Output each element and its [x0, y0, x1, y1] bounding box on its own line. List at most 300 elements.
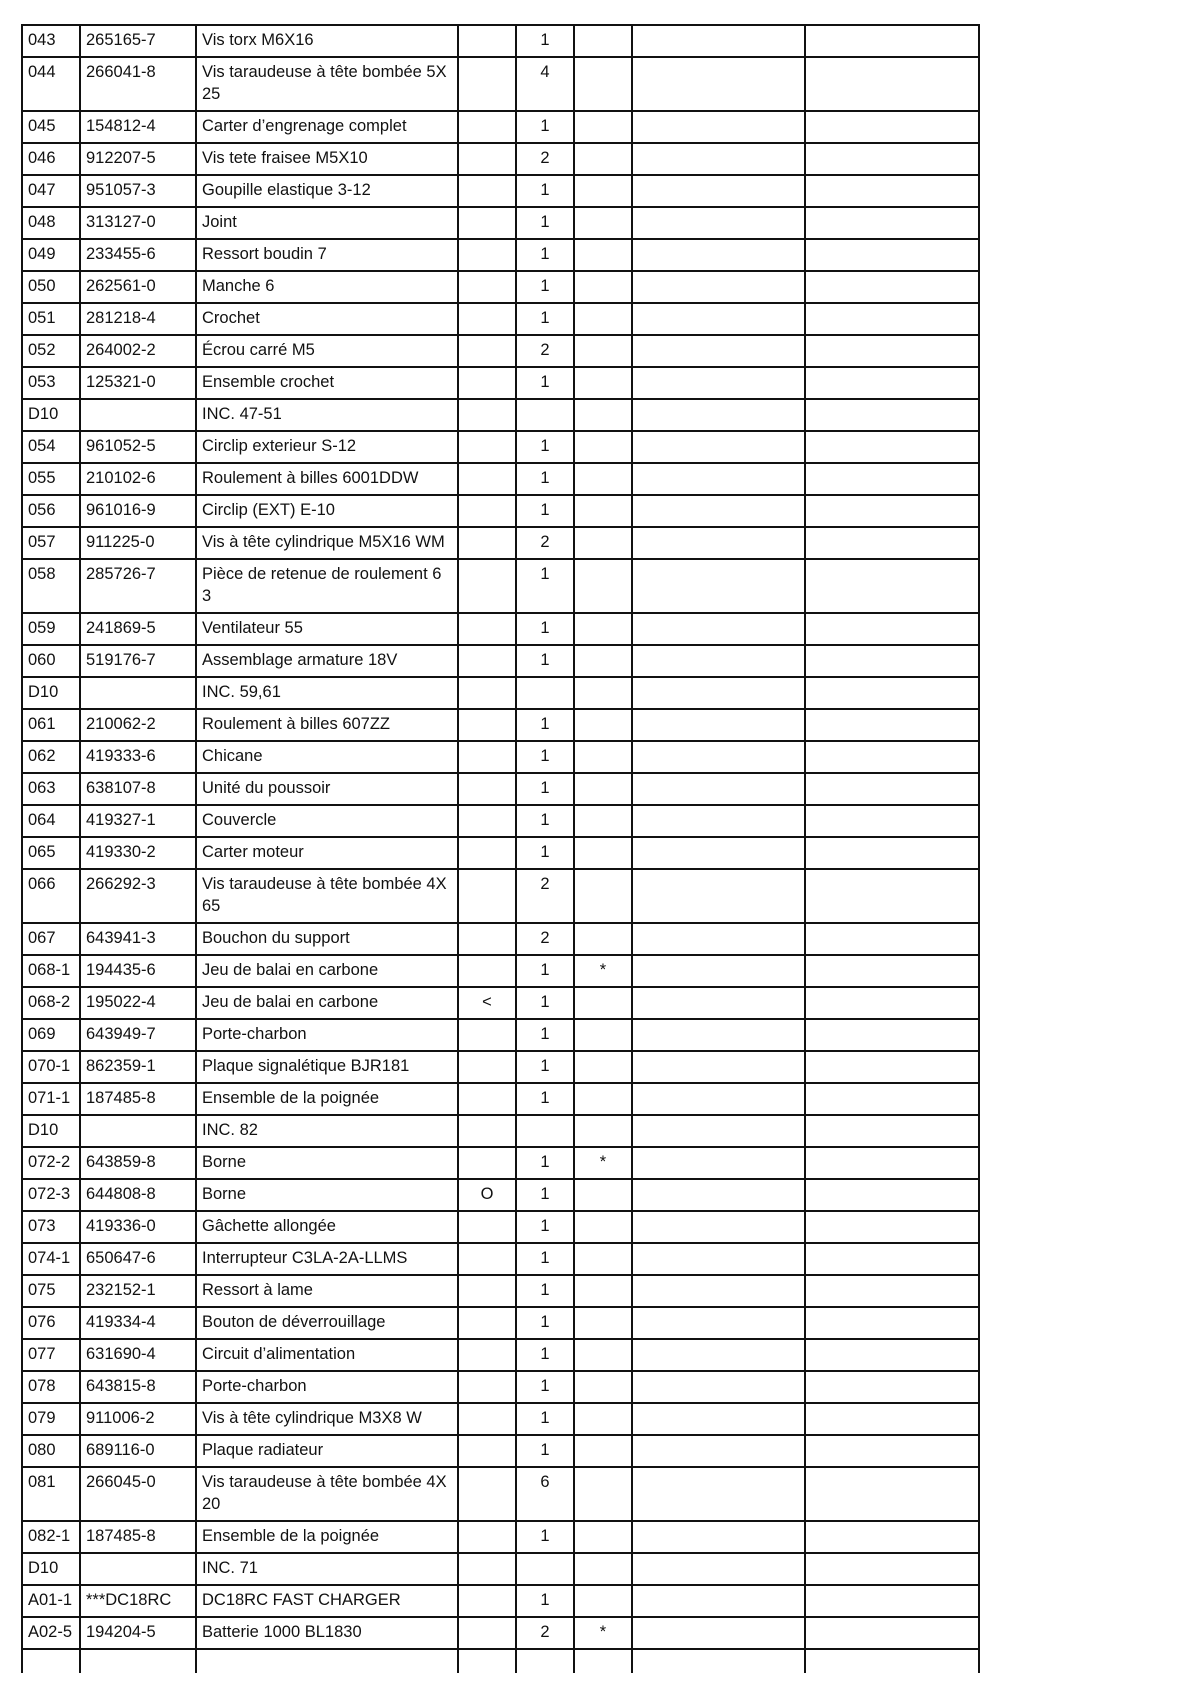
description-cell: Bouton de déverrouillage [196, 1307, 458, 1339]
empty-cell [632, 367, 805, 399]
empty-cell [805, 335, 979, 367]
quantity-cell [516, 1115, 574, 1147]
quantity-cell: 1 [516, 1147, 574, 1179]
marker-cell [458, 207, 516, 239]
empty-cell [805, 143, 979, 175]
description-cell: Goupille elastique 3-12 [196, 175, 458, 207]
table-row [22, 1585, 979, 1617]
item-number-cell: 051 [22, 303, 80, 335]
note-cell [574, 367, 632, 399]
table-row [22, 303, 979, 335]
note-cell [574, 1019, 632, 1051]
empty-cell [632, 303, 805, 335]
item-number-cell: 058 [22, 559, 80, 613]
part-number-cell: 631690-4 [80, 1339, 196, 1371]
quantity-cell [516, 1553, 574, 1585]
empty-cell [805, 239, 979, 271]
item-number-cell: 059 [22, 613, 80, 645]
table-row [22, 335, 979, 367]
description-cell: Ressort boudin 7 [196, 239, 458, 271]
note-cell [574, 143, 632, 175]
part-number-cell: 643949-7 [80, 1019, 196, 1051]
table-row [22, 1371, 979, 1403]
quantity-cell: 1 [516, 709, 574, 741]
note-cell: * [574, 1147, 632, 1179]
part-number-cell [80, 399, 196, 431]
table-row [22, 1307, 979, 1339]
marker-cell [458, 175, 516, 207]
description-cell: Chicane [196, 741, 458, 773]
marker-cell [458, 1051, 516, 1083]
table-row [22, 175, 979, 207]
note-cell [574, 111, 632, 143]
part-number-cell: 643859-8 [80, 1147, 196, 1179]
empty-cell [805, 1617, 979, 1649]
quantity-cell: 1 [516, 1435, 574, 1467]
item-number-cell: 079 [22, 1403, 80, 1435]
item-number-cell: 060 [22, 645, 80, 677]
table-row [22, 1051, 979, 1083]
note-cell [574, 1051, 632, 1083]
quantity-cell: 1 [516, 495, 574, 527]
quantity-cell: 1 [516, 613, 574, 645]
marker-cell [458, 399, 516, 431]
quantity-cell: 1 [516, 1051, 574, 1083]
marker-cell [458, 143, 516, 175]
item-number-cell: 071-1 [22, 1083, 80, 1115]
marker-cell [458, 645, 516, 677]
marker-cell [458, 1403, 516, 1435]
table-row [22, 1179, 979, 1211]
empty-cell [805, 399, 979, 431]
empty-cell [805, 955, 979, 987]
quantity-cell: 1 [516, 1307, 574, 1339]
parts-list-table [21, 24, 980, 1673]
part-number-cell: 281218-4 [80, 303, 196, 335]
part-number-cell: 264002-2 [80, 335, 196, 367]
description-cell: Unité du poussoir [196, 773, 458, 805]
note-cell [574, 677, 632, 709]
empty-cell [805, 111, 979, 143]
empty-cell [632, 773, 805, 805]
empty-cell [632, 955, 805, 987]
marker-cell [458, 367, 516, 399]
note-cell: * [574, 1617, 632, 1649]
marker-cell [458, 1371, 516, 1403]
table-row [22, 399, 979, 431]
part-number-cell: 644808-8 [80, 1179, 196, 1211]
empty-cell [805, 559, 979, 613]
table-row [22, 955, 979, 987]
empty-cell [632, 1521, 805, 1553]
note-cell [574, 1585, 632, 1617]
empty-cell [805, 645, 979, 677]
part-number-cell: 912207-5 [80, 143, 196, 175]
empty-cell [805, 1275, 979, 1307]
item-number-cell: 073 [22, 1211, 80, 1243]
item-number-cell: D10 [22, 1553, 80, 1585]
description-cell: Interrupteur C3LA-2A-LLMS [196, 1243, 458, 1275]
marker-cell: O [458, 1179, 516, 1211]
item-number-cell: 056 [22, 495, 80, 527]
marker-cell [458, 1019, 516, 1051]
quantity-cell: 1 [516, 303, 574, 335]
empty-cell [805, 303, 979, 335]
note-cell [574, 987, 632, 1019]
note-cell [574, 923, 632, 955]
table-row [22, 1435, 979, 1467]
empty-cell [805, 527, 979, 559]
note-cell [574, 399, 632, 431]
empty-cell [632, 645, 805, 677]
item-number-cell: 066 [22, 869, 80, 923]
part-number-cell: 419330-2 [80, 837, 196, 869]
table-row [22, 239, 979, 271]
description-cell: Ventilateur 55 [196, 613, 458, 645]
note-cell [574, 175, 632, 207]
table-row [22, 1521, 979, 1553]
marker-cell [458, 1307, 516, 1339]
item-number-cell: 074-1 [22, 1243, 80, 1275]
empty-cell [632, 143, 805, 175]
table-row-empty [22, 1649, 979, 1673]
table-row [22, 1553, 979, 1585]
marker-cell [458, 335, 516, 367]
marker-cell [458, 1275, 516, 1307]
part-number-cell: 187485-8 [80, 1083, 196, 1115]
part-number-cell: 194204-5 [80, 1617, 196, 1649]
table-row [22, 57, 979, 111]
description-cell: INC. 71 [196, 1553, 458, 1585]
marker-cell [458, 271, 516, 303]
item-number-cell: 072-2 [22, 1147, 80, 1179]
empty-cell [196, 1649, 458, 1673]
part-number-cell: 241869-5 [80, 613, 196, 645]
empty-cell [632, 1435, 805, 1467]
empty-cell [805, 1243, 979, 1275]
description-cell: INC. 82 [196, 1115, 458, 1147]
note-cell [574, 335, 632, 367]
empty-cell [632, 1585, 805, 1617]
table-row [22, 869, 979, 923]
empty-cell [805, 869, 979, 923]
description-cell: Ressort à lame [196, 1275, 458, 1307]
quantity-cell: 1 [516, 1179, 574, 1211]
note-cell [574, 773, 632, 805]
note-cell [574, 527, 632, 559]
note-cell [574, 1179, 632, 1211]
quantity-cell: 1 [516, 1243, 574, 1275]
item-number-cell: 050 [22, 271, 80, 303]
quantity-cell: 1 [516, 987, 574, 1019]
table-row [22, 143, 979, 175]
quantity-cell: 1 [516, 25, 574, 57]
item-number-cell: 047 [22, 175, 80, 207]
quantity-cell: 1 [516, 463, 574, 495]
description-cell: Carter moteur [196, 837, 458, 869]
note-cell [574, 741, 632, 773]
marker-cell [458, 1147, 516, 1179]
description-cell: Vis tete fraisee M5X10 [196, 143, 458, 175]
empty-cell [805, 1147, 979, 1179]
part-number-cell: 419334-4 [80, 1307, 196, 1339]
description-cell: Borne [196, 1179, 458, 1211]
empty-cell [805, 463, 979, 495]
part-number-cell: 265165-7 [80, 25, 196, 57]
description-cell: DC18RC FAST CHARGER [196, 1585, 458, 1617]
note-cell [574, 613, 632, 645]
empty-cell [805, 805, 979, 837]
part-number-cell: 643941-3 [80, 923, 196, 955]
description-cell: Porte-charbon [196, 1371, 458, 1403]
part-number-cell: 232152-1 [80, 1275, 196, 1307]
empty-cell [805, 1179, 979, 1211]
item-number-cell: 046 [22, 143, 80, 175]
empty-cell [805, 1553, 979, 1585]
marker-cell [458, 773, 516, 805]
item-number-cell: D10 [22, 677, 80, 709]
empty-cell [805, 1211, 979, 1243]
quantity-cell: 2 [516, 335, 574, 367]
quantity-cell: 1 [516, 239, 574, 271]
empty-cell [632, 463, 805, 495]
empty-cell [632, 271, 805, 303]
table-row [22, 1243, 979, 1275]
note-cell [574, 869, 632, 923]
empty-cell [632, 1211, 805, 1243]
marker-cell [458, 1553, 516, 1585]
empty-cell [805, 677, 979, 709]
empty-cell [805, 1019, 979, 1051]
empty-cell [632, 239, 805, 271]
item-number-cell: 069 [22, 1019, 80, 1051]
empty-cell [805, 1467, 979, 1521]
empty-cell [632, 923, 805, 955]
empty-cell [805, 741, 979, 773]
part-number-cell: 643815-8 [80, 1371, 196, 1403]
description-cell: Ensemble de la poignée [196, 1083, 458, 1115]
description-cell: Gâchette allongée [196, 1211, 458, 1243]
description-cell: Vis à tête cylindrique M5X16 WM [196, 527, 458, 559]
note-cell [574, 207, 632, 239]
description-cell: Ensemble crochet [196, 367, 458, 399]
empty-cell [632, 431, 805, 463]
quantity-cell [516, 399, 574, 431]
item-number-cell: 064 [22, 805, 80, 837]
empty-cell [632, 1051, 805, 1083]
description-cell: Plaque radiateur [196, 1435, 458, 1467]
description-cell: Ensemble de la poignée [196, 1521, 458, 1553]
quantity-cell: 2 [516, 527, 574, 559]
empty-cell [805, 1649, 979, 1673]
description-cell: Bouchon du support [196, 923, 458, 955]
table-row [22, 677, 979, 709]
marker-cell [458, 677, 516, 709]
note-cell [574, 1275, 632, 1307]
part-number-cell: 187485-8 [80, 1521, 196, 1553]
note-cell [574, 1435, 632, 1467]
empty-cell [632, 335, 805, 367]
description-cell: Porte-charbon [196, 1019, 458, 1051]
part-number-cell: 195022-4 [80, 987, 196, 1019]
empty-cell [805, 367, 979, 399]
empty-cell [80, 1649, 196, 1673]
part-number-cell: 210102-6 [80, 463, 196, 495]
part-number-cell: ***DC18RC [80, 1585, 196, 1617]
quantity-cell: 1 [516, 1275, 574, 1307]
empty-cell [805, 1521, 979, 1553]
part-number-cell: 961052-5 [80, 431, 196, 463]
marker-cell [458, 613, 516, 645]
empty-cell [22, 1649, 80, 1673]
table-row [22, 1115, 979, 1147]
note-cell [574, 1115, 632, 1147]
empty-cell [632, 111, 805, 143]
item-number-cell: 076 [22, 1307, 80, 1339]
quantity-cell: 2 [516, 923, 574, 955]
quantity-cell: 1 [516, 431, 574, 463]
empty-cell [632, 987, 805, 1019]
description-cell: Manche 6 [196, 271, 458, 303]
part-number-cell: 862359-1 [80, 1051, 196, 1083]
marker-cell [458, 239, 516, 271]
note-cell [574, 303, 632, 335]
part-number-cell: 266041-8 [80, 57, 196, 111]
empty-cell [632, 495, 805, 527]
table-row [22, 709, 979, 741]
table-row [22, 1617, 979, 1649]
description-cell: Jeu de balai en carbone [196, 987, 458, 1019]
marker-cell [458, 303, 516, 335]
quantity-cell: 1 [516, 645, 574, 677]
empty-cell [805, 57, 979, 111]
empty-cell [632, 57, 805, 111]
quantity-cell: 2 [516, 143, 574, 175]
table-row [22, 837, 979, 869]
note-cell [574, 805, 632, 837]
marker-cell [458, 1467, 516, 1521]
empty-cell [805, 25, 979, 57]
marker-cell [458, 709, 516, 741]
description-cell: Pièce de retenue de roulement 6 3 [196, 559, 458, 613]
empty-cell [805, 1435, 979, 1467]
item-number-cell: D10 [22, 399, 80, 431]
table-row [22, 559, 979, 613]
empty-cell [632, 399, 805, 431]
marker-cell [458, 495, 516, 527]
note-cell [574, 1083, 632, 1115]
empty-cell [632, 1275, 805, 1307]
marker-cell [458, 1617, 516, 1649]
item-number-cell: 044 [22, 57, 80, 111]
item-number-cell: 045 [22, 111, 80, 143]
quantity-cell: 1 [516, 271, 574, 303]
table-row [22, 1467, 979, 1521]
marker-cell [458, 431, 516, 463]
empty-cell [632, 1649, 805, 1673]
table-row [22, 207, 979, 239]
marker-cell [458, 1521, 516, 1553]
note-cell: * [574, 955, 632, 987]
part-number-cell: 519176-7 [80, 645, 196, 677]
marker-cell [458, 1435, 516, 1467]
quantity-cell: 1 [516, 1403, 574, 1435]
table-row [22, 367, 979, 399]
note-cell [574, 1371, 632, 1403]
empty-cell [805, 923, 979, 955]
note-cell [574, 1467, 632, 1521]
note-cell [574, 431, 632, 463]
table-row [22, 987, 979, 1019]
marker-cell [458, 1243, 516, 1275]
table-row [22, 1211, 979, 1243]
empty-cell [805, 207, 979, 239]
note-cell [574, 645, 632, 677]
empty-cell [632, 1019, 805, 1051]
empty-cell [805, 987, 979, 1019]
marker-cell: < [458, 987, 516, 1019]
description-cell: Vis torx M6X16 [196, 25, 458, 57]
part-number-cell: 911006-2 [80, 1403, 196, 1435]
empty-cell [632, 677, 805, 709]
empty-cell [805, 709, 979, 741]
part-number-cell: 125321-0 [80, 367, 196, 399]
quantity-cell: 1 [516, 111, 574, 143]
item-number-cell: 063 [22, 773, 80, 805]
marker-cell [458, 559, 516, 613]
marker-cell [458, 955, 516, 987]
description-cell: Circuit d’alimentation [196, 1339, 458, 1371]
item-number-cell: 067 [22, 923, 80, 955]
item-number-cell: 054 [22, 431, 80, 463]
item-number-cell: 077 [22, 1339, 80, 1371]
part-number-cell: 313127-0 [80, 207, 196, 239]
description-cell: Roulement à billes 607ZZ [196, 709, 458, 741]
quantity-cell: 1 [516, 1521, 574, 1553]
quantity-cell: 1 [516, 741, 574, 773]
marker-cell [458, 1339, 516, 1371]
quantity-cell: 1 [516, 805, 574, 837]
marker-cell [458, 25, 516, 57]
table-row [22, 111, 979, 143]
part-number-cell: 419327-1 [80, 805, 196, 837]
empty-cell [632, 1115, 805, 1147]
empty-cell [805, 1585, 979, 1617]
marker-cell [458, 57, 516, 111]
marker-cell [458, 805, 516, 837]
table-row [22, 1275, 979, 1307]
description-cell: Roulement à billes 6001DDW [196, 463, 458, 495]
quantity-cell: 1 [516, 1585, 574, 1617]
note-cell [574, 1521, 632, 1553]
empty-cell [805, 495, 979, 527]
note-cell [574, 1339, 632, 1371]
empty-cell [632, 1083, 805, 1115]
item-number-cell: 078 [22, 1371, 80, 1403]
empty-cell [632, 837, 805, 869]
quantity-cell: 1 [516, 1019, 574, 1051]
quantity-cell: 1 [516, 207, 574, 239]
marker-cell [458, 1585, 516, 1617]
part-number-cell: 689116-0 [80, 1435, 196, 1467]
item-number-cell: 055 [22, 463, 80, 495]
part-number-cell [80, 1115, 196, 1147]
table-row [22, 527, 979, 559]
note-cell [574, 1553, 632, 1585]
empty-cell [632, 25, 805, 57]
part-number-cell: 911225-0 [80, 527, 196, 559]
quantity-cell: 1 [516, 1339, 574, 1371]
